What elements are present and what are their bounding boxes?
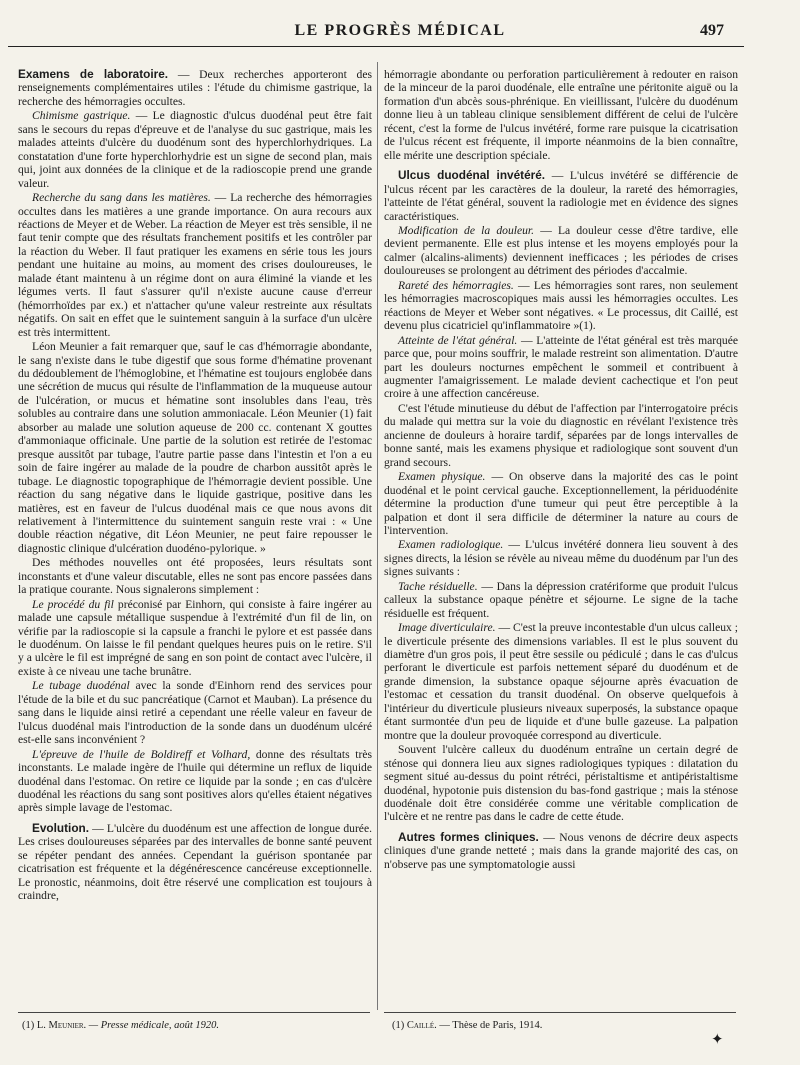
- paragraph-autres-formes: Autres formes cliniques. — Nous venons de décrire deux aspects cliniques d'une grande netteté ; mais dans la grande majorité des cas, on n'observe pas une symptomatologie aussi: [384, 829, 738, 871]
- subheading-etat-general: Atteinte de l'état général.: [398, 333, 518, 347]
- paragraph-etude-minutieuse: C'est l'étude minutieuse du début de l'affection par l'interrogatoire précis du malade qui mettra sur la voie du diagnostic en révélant l'existence très ancienne de douleurs à horaire tardif, séparées par de longs intervalles de bonne santé, mais les examens physique et radiologique sont souvent d'un grand secours.: [384, 401, 738, 469]
- paragraph-recherche-sang: Recherche du sang dans les matières. — La recherche des hémorragies occultes dans les matières a une grande importance. On aura recours aux réactions de Meyer et de Weber. La réaction de Meyer est très sensible, il ne faut tenir compte que des résultats franchement positifs et les contrôler par la réaction du Weber. Il faut pratiquer les examens en série tous les jours pendant une huitaine au moins, au moment des crises douloureuses, le malade étant maintenu à un régime dont on aura éliminé la viande et les légumes verts. Il faut s'assurer qu'il n'existe aucune cause d'erreur (hémorrhoïdes par ex.) et n'attacher qu'une valeur restreinte aux résultats négatifs. On sait en effet que le suintement sanguin à la surface d'un ulcère est très intermittent.: [18, 191, 372, 339]
- paragraph-tache-residuelle: Tache résiduelle. — Dans la dépression cratériforme que produit l'ulcus calleux la substance opaque pénètre et séjourne. Le signe de la tache résiduelle est fréquent.: [384, 579, 738, 620]
- subheading-examen-radiologique: Examen radiologique.: [398, 538, 504, 552]
- paragraph-chimisme: Chimisme gastrique. — Le diagnostic d'ulcus duodénal peut être fait sans le secours du repas d'épreuve et de l'analyse du suc gastrique, mais les malades atteints d'ulcère du duodénum sont des hyperchlorhydriques. La constatation d'une forte hyperchlorhydrie est un signe de second plan, mais qui, joint aux données de la clinique et de la radioscopie prend une grande valeur.: [18, 109, 372, 190]
- paragraph-evolution: Evolution. — L'ulcère du duodénum est une affection de longue durée. Les crises douloureuses séparées par des intervalles de bonne santé peuvent se répéter pendant des années. Cependant la guérison spontanée par cicatrisation est fréquente et la dégénérescence cancéreuse exceptionnelle. Le pronostic, néanmoins, doit être réservé une complication est toujours à craindre,: [18, 820, 372, 903]
- subheading-chimisme: Chimisme gastrique.: [32, 109, 131, 123]
- footnote-right-source: — Thèse de Paris, 1914.: [439, 1020, 543, 1031]
- paragraph-procede-fil: Le procédé du fil préconisé par Einhorn, qui consiste à faire ingérer au malade une capsule métallique suspendue à l'extrémité d'un fil de lin, on vérifie par la radioscopie si la capsule a franchi le pylore et est passée dans le duodénum. On laisse le fil pendant quelques heures puis on le retire. S'il y a ulcère le fil est imprégné de sang en son point de contact avec l'ulcère, il existe à ce niveau une tache brunâtre.: [18, 597, 372, 678]
- paragraph-modification-douleur: Modification de la douleur. — La douleur cesse d'être tardive, elle devient permanente. Elle est plus intense et les moyens employés pour la calmer (alcalins-aliments) deviennent inefficaces ; les périodes de crises douloureuses se prolongent au détriment des périodes d'accalmie.: [384, 223, 738, 278]
- footnote-rule-right: [384, 1012, 736, 1013]
- footnote-right-author: Caillé.: [406, 1020, 437, 1031]
- subheading-image-diverticulaire: Image diverticulaire.: [398, 621, 496, 635]
- page-number: 497: [700, 22, 724, 39]
- subheading-procede-fil: Le procédé du fil: [32, 597, 114, 611]
- paragraph-image-diverticulaire: Image diverticulaire. — C'est la preuve incontestable d'un ulcus calleux ; le diverticule présente des dimensions variables. Il est le plus souvent du diamètre d'un gros pois, il peut être sessile ou pédiculé ; dans le cas d'ulcus perforant le diverticule est parfois nettement séparé du duodénum et de grande dimension, la substance opaque séjourne après évacuation de l'estomac et cessation du transit duodénal. On observe quelquefois à l'intérieur du diverticule plusieurs niveaux superposés, la substance opaque étant surmontée d'un peu de liquide et d'une bulle gazeuse. La palpation montre que la douleur provoquée correspond au diverticule.: [384, 621, 738, 742]
- paragraph-examen-radiologique: Examen radiologique. — L'ulcus invétéré donnera lieu souvent à des signes directs, la lésion se révèle au niveau même du duodénum par l'un des signes suivants :: [384, 538, 738, 579]
- subheading-epreuve-huile: L'épreuve de l'huile de Boldireff et Volhard,: [32, 747, 251, 761]
- subheading-recherche-sang: Recherche du sang dans les matières.: [32, 191, 211, 205]
- paragraph-stenose: Souvent l'ulcère calleux du duodénum entraîne un certain degré de sténose qui donnera lieu aux signes radiologiques typiques : dilatation du segment situé au-dessus du point rétréci, péristaltisme et antipéristaltisme duodénal, hypotonie puis distension du bas-fond gastrique ; mais la sténose duodénale doit être considérée comme une véritable complication de l'ulcère et ne rentre pas dans le cadre de cette étude.: [384, 743, 738, 824]
- section-heading-evolution: Evolution.: [32, 820, 90, 835]
- subheading-modification-douleur: Modification de la douleur.: [398, 223, 535, 237]
- right-column: [384, 68, 738, 1008]
- paragraph-etat-general: Atteinte de l'état général. — L'atteinte de l'état général est très marquée parce que, pour moins souffrir, le malade restreint son alimentation. D'autre part les douleurs nocturnes empêchent le sommeil et contribuent à augmenter l'amaigrissement. Le malade devient cachectique et l'on peut croire à une affection cancéreuse.: [384, 333, 738, 401]
- subheading-tache-residuelle: Tache résiduelle.: [398, 579, 478, 593]
- subheading-tubage: Le tubage duodénal: [32, 679, 130, 693]
- journal-title: LE PROGRÈS MÉDICAL: [294, 22, 506, 39]
- left-column: [18, 68, 372, 1008]
- footnote-left-author: Meunier.: [48, 1020, 87, 1031]
- paragraph-examens-laboratoire: Examens de laboratoire. — Deux recherches apporteront des renseignements complémentaires utiles : l'étude du chimisme gastrique, la recherche des hémorragies occultes.: [18, 68, 372, 108]
- paragraph-rarete-hemorragies: Rareté des hémorragies. — Les hémorragies sont rares, non seulement les hémorragies macroscopiques mais aussi les hémorragies occultes. Les réactions de Meyer et Weber sont négatives. « Le processus, dit Caillé, est devenu plus cicatriciel qu'inflammatoire »(1).: [384, 278, 738, 333]
- paragraph-tubage: Le tubage duodénal avec la sonde d'Einhorn rend des services pour l'étude de la bile et du suc pancréatique (Carnot et Mauban). La présence du sang dans le liquide ainsi retiré a cependant une réelle valeur en faveur de l'ulcus duodénal mais l'introduction de la sonde dans un duodénum ulcéré est-elle sans inconvénient ?: [18, 679, 372, 747]
- paragraph-examen-physique: Examen physique. — On observe dans la majorité des cas le point duodénal et le point cervical gauche. Exceptionnellement, la périduodénite détermine la production d'une tumeur qui peut être perceptible à la palpation et dont il sera difficile de déterminer la nature au cours de l'intervention.: [384, 470, 738, 537]
- footnote-left: (1) L. Meunier. — Presse médicale, août 1920.: [22, 1020, 220, 1031]
- paragraph-epreuve-huile: L'épreuve de l'huile de Boldireff et Volhard, donne des résultats très inconstants. Le malade ingère de l'huile qui détermine un reflux de liquide duodénal dans l'estomac. On retire ce liquide par la sonde ; en cas d'ulcère duodénal les réactions du sang sont positives alors qu'elles étaient négatives après simple lavage de l'estomac.: [18, 747, 372, 815]
- paragraph-methodes-nouvelles: Des méthodes nouvelles ont été proposées, leurs résultats sont inconstants et d'une valeur discutable, elles ne sont pas encore passées dans la pratique courante. Nous signalerons simplement :: [18, 556, 372, 597]
- page-header: [0, 20, 800, 50]
- footnote-left-source: — Presse médicale, août 1920.: [88, 1020, 220, 1031]
- subheading-rarete-hemorragies: Rareté des hémorragies.: [398, 278, 514, 292]
- footnote-right: (1) Caillé. — Thèse de Paris, 1914.: [392, 1020, 543, 1031]
- footnote-rule-left: [18, 1012, 370, 1013]
- section-heading-examens: Examens de laboratoire.: [18, 68, 169, 81]
- header-rule: [8, 46, 744, 47]
- column-divider: [377, 62, 378, 1010]
- section-heading-ulcus-invetere: Ulcus duodénal invétéré.: [398, 168, 546, 183]
- paragraph-ulcus-invetere: Ulcus duodénal invétéré. — L'ulcus invétéré se différencie de l'ulcus récent par les caractères de la douleur, la rareté des hémorragies, l'atteinte de l'état général, souvent la radiologie met en évidence des signes caractéristiques.: [384, 168, 738, 223]
- ornament-icon: ✦: [711, 1032, 724, 1048]
- subheading-examen-physique: Examen physique.: [398, 470, 486, 484]
- section-heading-autres-formes: Autres formes cliniques.: [398, 829, 539, 844]
- paragraph-continuation: hémorragie abondante ou perforation particulièrement à redouter en raison de la minceur de la paroi duodénale, elle entraîne une péritonite aiguë ou la formation d'un abcès sous-phrénique. En vieillissant, l'ulcère du duodénum donne lieu à un tableau clinique sensiblement différent de celui de l'ulcère récent, c'est la forme de l'ulcus invétéré, forme rare puisque la cicatrisation de l'ulcus récent est fréquente, il importe néanmoins de la bien connaître, elle mérite une description spéciale.: [384, 68, 738, 162]
- paragraph-leon-meunier: Léon Meunier a fait remarquer que, sauf le cas d'hémorragie abondante, le sang n'existe dans le tube digestif que sous forme d'hématine provenant du dédoublement de l'hémoglobine, et l'hématine est toujours englobée dans une sécrétion de mucus qui résulte de l'inflammation de la muqueuse autour de l'ulcération, or mucus et hématine sont insolubles dans l'eau, très solubles au contraire dans une solution ammoniacale. Léon Meunier (1) fait absorber au malade une solution aqueuse de 200 cc. contenant X gouttes d'ammoniaque officinale. Une partie de la solution est retirée de l'estomac presque aussitôt par tubage, l'autre partie passe dans l'intestin et l'on a eu soin de faire ingérer au malade de la poudre de charbon aussitôt après le tubage. Le diagnostic topographique de l'hémorragie devient possible. Une réaction du sang négative dans le liquide gastrique, positive dans les matières, est en faveur de l'ulcus duodénal mais ce que nous avons dit relativement à l'intermittence du suintement sanguin reste vrai : « Une double réaction négative, dit Léon Meunier, ne peut faire repousser le diagnostic clinique d'ulcération duodéno-pylorique. »: [18, 340, 372, 555]
